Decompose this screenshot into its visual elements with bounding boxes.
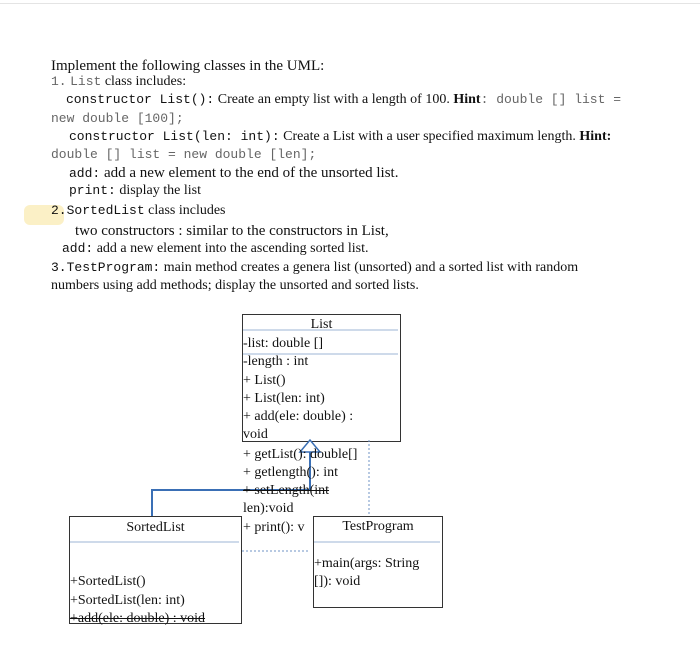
ctor1-hint-label: Hint (453, 92, 481, 107)
sortedlist-method-add: +add(ele: double) : void (70, 611, 206, 626)
add-code: add: (69, 166, 101, 181)
list-method-getlength: + getlength(): int (243, 465, 338, 480)
item-1-rest: class includes: (101, 74, 187, 89)
item-3-class: 3.TestProgram: (51, 260, 161, 275)
testprogram-method-main: +main(args: String (314, 556, 420, 571)
ctor2-hint-code: double [] list = new double [len]; (51, 147, 317, 162)
testprogram-method-main-cont: []): void (314, 574, 361, 589)
item-2-class: 2.SortedList (51, 203, 145, 218)
ctor2-hint-label: Hint: (579, 129, 612, 144)
ctor1-hint-code: : double [] list = (480, 92, 622, 107)
list-method-add: + add(ele: double) : (243, 409, 354, 424)
list-method-ctor-len: + List(len: int) (243, 391, 325, 406)
list-method-setlength: + setLength(int (243, 483, 330, 498)
item-2-add-code: add: (62, 241, 94, 256)
item-2-rest: class includes (144, 203, 226, 218)
list-method-ctor: + List() (243, 373, 286, 388)
list-method-getlist: + getList(): double[] (243, 447, 358, 462)
sortedlist-method-ctor: +SortedList() (70, 574, 146, 589)
item-2-add-text: add a new element into the ascending sorted list. (93, 241, 369, 256)
sortedlist-class-title: SortedList (126, 520, 185, 535)
ctor2-code: constructor List(len: int): (69, 129, 280, 144)
add-text: add a new element to the end of the unsorted list. (100, 165, 399, 181)
item-3-line-2: numbers using add methods; display the unsorted and sorted lists. (51, 278, 419, 293)
sortedlist-method-ctor-len: +SortedList(len: int) (70, 593, 185, 608)
item-2-ctors: two constructors : similar to the constructors in List, (75, 223, 389, 239)
print-text: display the list (115, 183, 201, 198)
list-method-add-void: void (243, 427, 268, 442)
intro-text: Implement the following classes in the UML: (51, 58, 325, 74)
item-3-text: main method creates a genera list (unsorted) and a sorted list with random (160, 260, 579, 275)
list-class-title: List (310, 317, 333, 332)
list-field-list: -list: double [] (243, 336, 324, 351)
list-method-setlength-cont: len):void (243, 501, 294, 516)
ctor1-hint-code-2: new double [100]; (51, 111, 184, 126)
item-1-class: List (70, 74, 102, 89)
ctor2-text: Create a List with a user specified maximum length. (279, 129, 580, 144)
item-1-number: 1. (51, 74, 67, 89)
print-code: print: (69, 183, 116, 198)
ctor1-text: Create an empty list with a length of 100. (214, 92, 454, 107)
ctor1-code: constructor List(): (66, 92, 215, 107)
testprogram-class-title: TestProgram (342, 519, 414, 534)
list-method-print: + print(): v (243, 520, 305, 535)
list-field-length: -length : int (243, 354, 309, 369)
